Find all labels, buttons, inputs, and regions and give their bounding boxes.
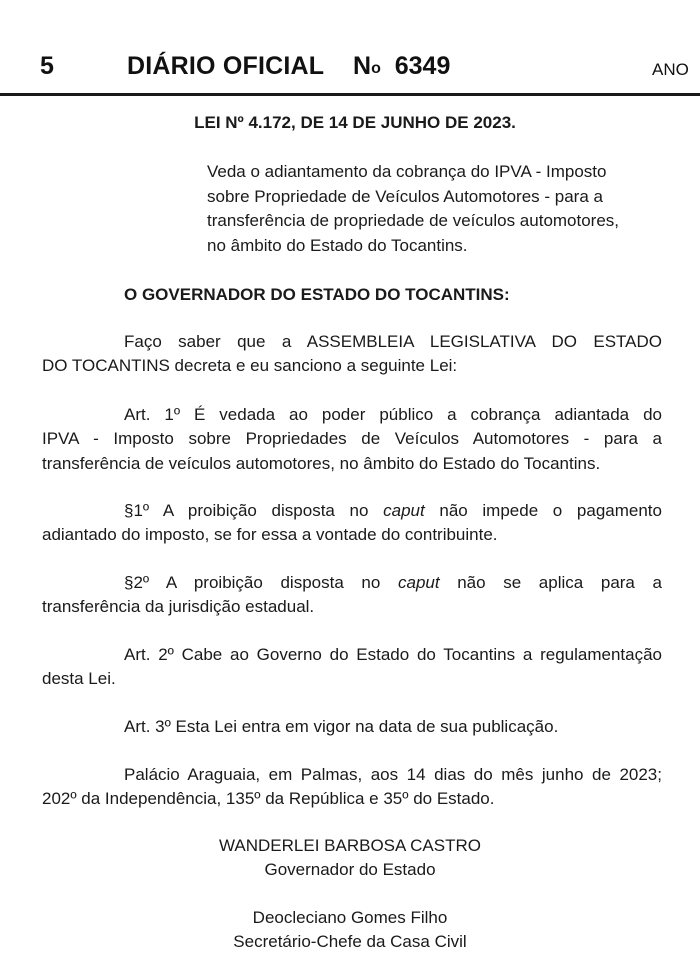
article-3: [42, 715, 662, 739]
paragraph-1-text-a: §1º A proibição disposta no: [124, 501, 384, 520]
preamble-paragraph: [42, 330, 662, 379]
edition-value: 6349: [394, 52, 451, 80]
closing-paragraph: [42, 763, 662, 812]
edition-number: [353, 52, 450, 81]
paragraph-2-line: [42, 571, 662, 595]
article-1-line: Art. 1º É vedada ao poder público a cobrança adiantada do: [124, 405, 662, 424]
edition-prefix: N: [353, 52, 372, 80]
article-2-line: desta Lei.: [42, 669, 116, 689]
paragraph-1-line: [42, 499, 662, 523]
law-title: LEI Nº 4.172, DE 14 DE JUNHO DE 2023.: [194, 113, 516, 132]
ementa-line: sobre Propriedade de Veículos Automotores - para a: [207, 186, 603, 206]
year-label: ANO: [652, 60, 689, 79]
header-rule: [0, 93, 700, 96]
paragraph-1-italic: caput: [383, 501, 425, 520]
paragraph-1-text-b: não impede o pagamento: [424, 501, 662, 520]
paragraph-2-text-a: §2º A proibição disposta no: [124, 573, 398, 592]
preamble-line: DO TOCANTINS decreta e eu sanciono a seguinte Lei:: [42, 356, 458, 376]
ementa-line: no âmbito do Estado do Tocantins.: [207, 235, 468, 255]
preamble-line: Faço saber que a ASSEMBLEIA LEGISLATIVA DO ESTADO: [124, 332, 662, 351]
paragraph-2-line: transferência da jurisdição estadual.: [42, 597, 315, 617]
closing-line: 202º da Independência, 135º da República e 35º do Estado.: [42, 789, 495, 809]
paragraph-2-text-b: não se aplica para a: [439, 573, 662, 592]
page-header: [0, 0, 700, 96]
signature-name: WANDERLEI BARBOSA CASTRO: [219, 836, 481, 855]
signature-role: Secretário-Chefe da Casa Civil: [233, 932, 467, 951]
article-2: [42, 643, 662, 692]
article-3-line: Art. 3º Esta Lei entra em vigor na data de sua publicação.: [124, 717, 559, 736]
ementa-line: transferência de propriedade de veículos automotores,: [207, 211, 620, 230]
publication-title: DIÁRIO OFICIAL: [127, 52, 325, 80]
article-2-line: Art. 2º Cabe ao Governo do Estado do Tocantins a regulamentação: [124, 645, 662, 664]
paragraph-2-italic: caput: [397, 573, 440, 592]
article-1-line: IPVA - Imposto sobre Propriedades de Veículos Automotores - para a: [42, 429, 662, 449]
signature-governor: [0, 834, 700, 882]
edition-prefix-sup: o: [371, 60, 381, 77]
article-1: [42, 403, 662, 476]
paragraph-1-line: adiantado do imposto, se for essa a vontade do contribuinte.: [42, 525, 498, 545]
governor-heading: O GOVERNADOR DO ESTADO DO TOCANTINS:: [124, 285, 510, 304]
law-ementa: [207, 160, 667, 258]
signature-role: Governador do Estado: [264, 860, 436, 879]
signature-name: Deocleciano Gomes Filho: [252, 908, 448, 927]
paragraph-1: [42, 499, 662, 548]
paragraph-2: [42, 571, 662, 620]
page-number: 5: [40, 52, 54, 80]
ementa-line: Veda o adiantamento da cobrança do IPVA - Imposto: [207, 162, 607, 181]
article-1-line: transferência de veículos automotores, no âmbito do Estado do Tocantins.: [42, 453, 601, 473]
closing-line: Palácio Araguaia, em Palmas, aos 14 dias do mês junho de 2023;: [124, 765, 662, 784]
signature-secretary: [0, 906, 700, 954]
